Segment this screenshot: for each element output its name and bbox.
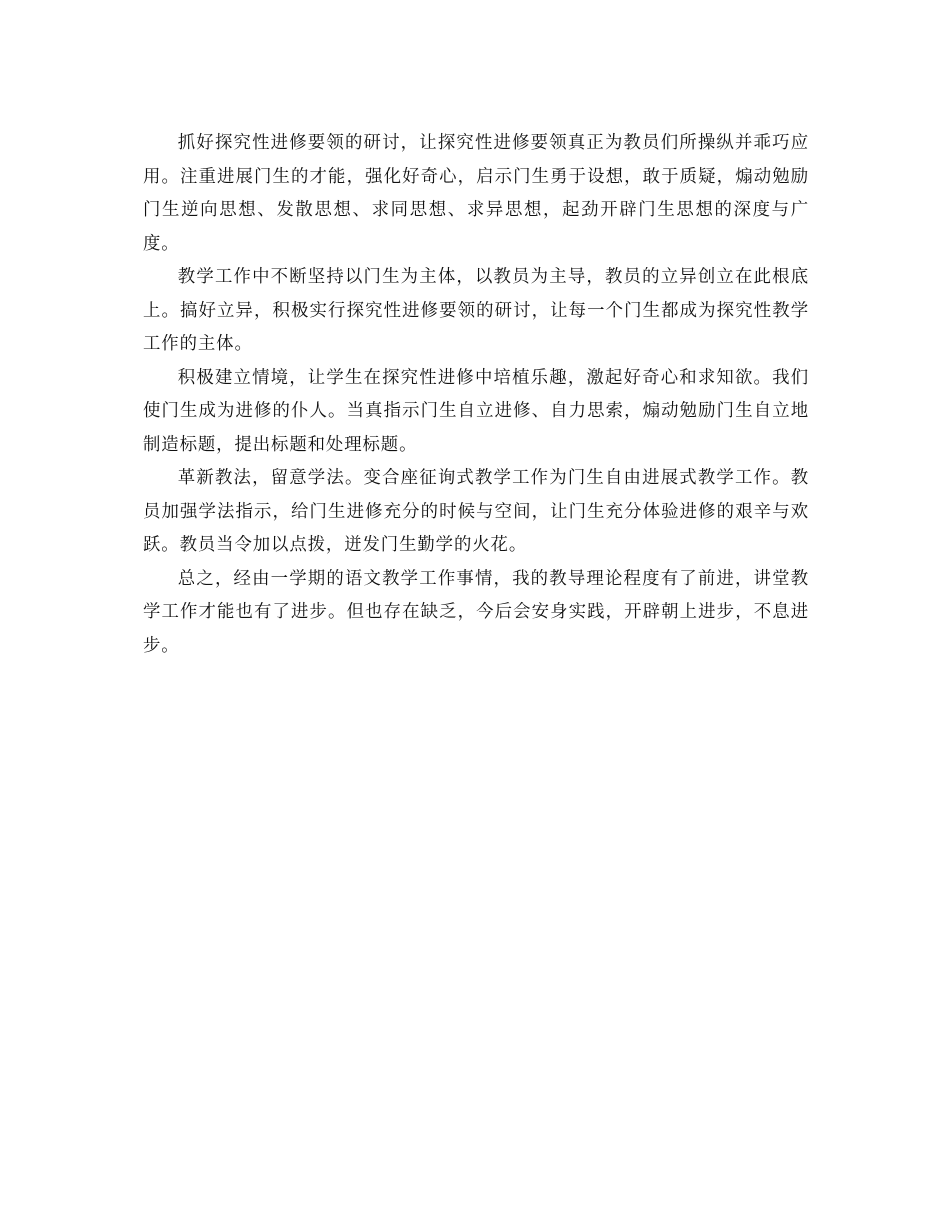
paragraph-3: 积极建立情境，让学生在探究性进修中培植乐趣，激起好奇心和求知欲。我们使门生成为进修的仆人。当真指示门生自立进修、自力思索，煽动勉励门生自立地制造标题，提出标题和处理标题。	[143, 367, 809, 455]
paragraph-4: 革新教法，留意学法。变合座征询式教学工作为门生自由进展式教学工作。教员加强学法指示，给门生进修充分的时候与空间，让门生充分体验进修的艰辛与欢跃。教员当令加以点拨，迸发门生勤学的火花。	[143, 468, 809, 555]
paragraph-2: 教学工作中不断坚持以门生为主体，以教员为主导，教员的立异创立在此根底上。搞好立异，积极实行探究性进修要领的研讨，让每一个门生都成为探究性教学工作的主体。	[143, 267, 809, 354]
paragraph-1: 抓好探究性进修要领的研讨，让探究性进修要领真正为教员们所操纵并乖巧应用。注重进展门生的才能，强化好奇心，启示门生勇于设想，敢于质疑，煽动勉励门生逆向思想、发散思想、求同思想、求异思想，起劲开辟门生思想的深度与广度。	[143, 133, 809, 254]
document-body	[143, 127, 809, 663]
paragraph-5: 总之，经由一学期的语文教学工作事情，我的教导理论程度有了前进，讲堂教学工作才能也有了进步。但也存在缺乏，今后会安身实践，开辟朝上进步，不息进步。	[143, 568, 809, 656]
